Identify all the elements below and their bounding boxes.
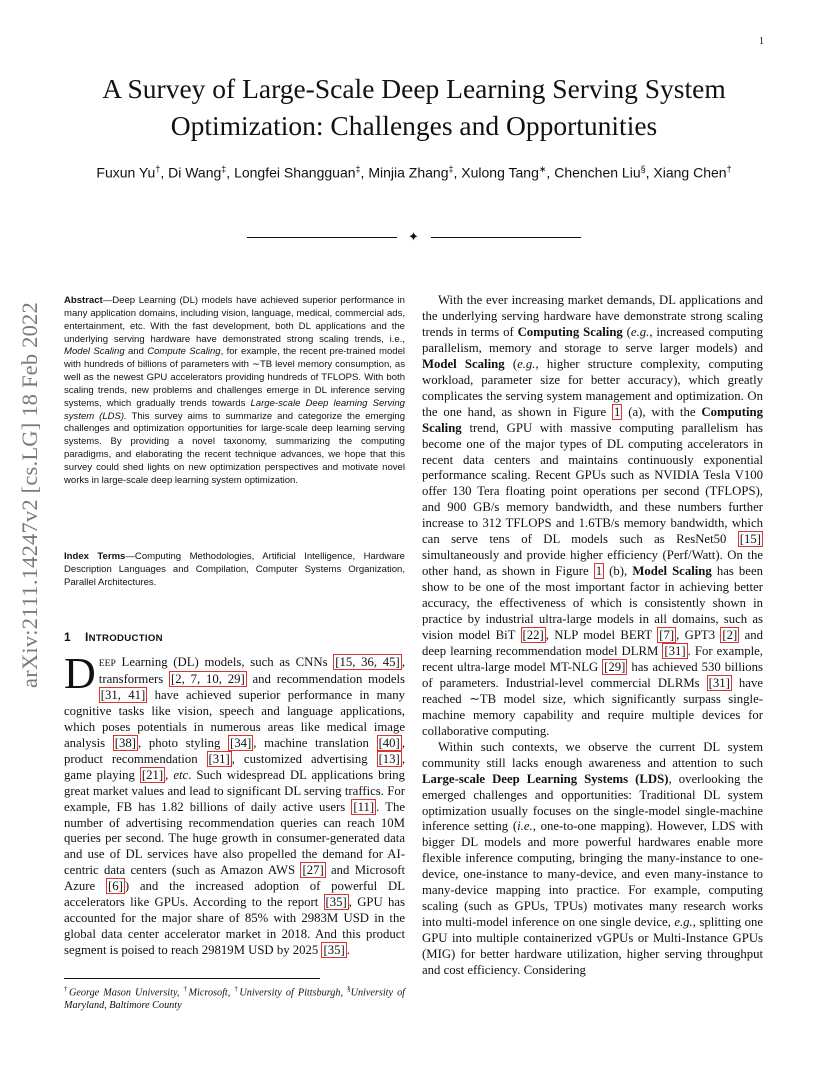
body-text: (a), with the [622,404,702,419]
body-text: and recommendation models [246,671,405,686]
author: Fuxun Yu [96,164,156,181]
affiliation-mark: ∗ [538,164,547,174]
citation-link[interactable]: [22] [522,628,544,643]
body-text: simultaneously and provide higher efficiency (Perf/Watt). On the other hand, as shown in Figure [422,548,763,579]
author: Longfei Shangguan [234,164,356,181]
body-text: has been show to be one of the most important factor in achieving better accuracy, the effectiveness of which is consistently shown in practice by industrial ultra-large models in all domains, such as vision model BiT [422,564,763,643]
arxiv-stamp [10,290,50,700]
affiliation-mark: ‡ [448,164,454,174]
index-terms [64,551,405,590]
page-number: 1 [759,36,764,47]
body-text: trend, GPU with massive computing parallelism has become one of the major types of DL computing accelerators in recent data centers and maintains continuously exponential performance scaling. Recent GPUs such as NVIDIA Tesla V100 offer 130 Tera floating point operations per second (TFLOPS), and 900 GB/s memory bandwidth, and these numbers further increase to 312 TFLOPS and 1.6TB/s memory bandwidth, which can serve tens of DL models such as ResNet50 [422,420,763,547]
body-text: (b), [604,564,633,579]
abstract-emphasis: Compute Scaling [147,346,221,358]
body-text: , photo styling [138,735,229,750]
author: Minjia Zhang [368,164,449,181]
index-terms-text: Computing Methodologies, Artificial Intelligence, Hardware Description Languages and Compilation, Computer Systems Organization, Parallel Architectures. [64,551,405,588]
body-text: . For example, recent ultra-large model MT-NLG [422,643,763,674]
abstract-text: and [124,346,148,358]
citation-link[interactable]: [15] [739,532,761,547]
citation-link[interactable]: [34] [230,735,252,750]
citation-link[interactable]: [11] [353,799,375,814]
citation-link[interactable]: [21] [141,767,164,782]
citation-link[interactable]: [35] [323,943,345,958]
body-text: Within such contexts, we observe the current DL system community still lacks enough awareness and attention to such [422,739,763,770]
body-text: and deep learning recommendation model DLRM [422,628,763,658]
body-text: have reached ∼TB model size, which significantly surpass single-machine memory capability and require multiple devices for collaborative computing. [422,675,763,738]
body-text: . The number of advertising recommendation queries can reach 10M queries per second. The huge growth in consumer-generated data and use of DL services have also propelled the demand for AI-centric data centers (such as Amazon AWS [64,799,406,878]
separator-rule-left [247,237,397,238]
author: Chenchen Liu [554,164,641,181]
body-text: , overlooking the emerged challenges and opportunities: Traditional DL system optimization usually focuses on the single-model single-machine inference setting ( [422,771,763,834]
footnote-mark: † [64,985,70,993]
body-emphasis: i.e. [517,819,533,834]
abstract-dash: — [102,295,113,306]
body-text: , customized advertising [231,751,377,766]
abstract-emphasis: Model Scaling [64,346,125,358]
body-text: , product recommendation [64,735,405,766]
footnote-rule [64,978,320,979]
body-text: , GPU has accounted for the major share of 85% with 2983M USD in the global data center accelerator market in 2018. And this product segment is poised to reach 29819M USD by 2025 [64,895,405,958]
body-bold: Model Scaling [422,356,505,371]
title-line-2: Optimization: Challenges and Opportunities [170,110,658,141]
title-separator [247,231,581,243]
footnote-mark: † [234,985,240,993]
abstract-text: Deep Learning (DL) models have achieved superior performance in many application domains, including vision, language, medical, commercial ads, entertainment, etc. With the fast development, both DL applications and the underlying serving hardware have demonstrated strong scaling trends, i.e., [64,295,405,345]
intro-left-column [64,649,406,959]
affiliation-footnote [64,983,405,1012]
affiliation-mark: ‡ [221,164,227,174]
author: Xulong Tang [461,164,539,181]
body-emphasis: e.g. [630,324,650,339]
footnote-mark: † [183,985,189,993]
citation-link[interactable]: [31] [664,643,686,658]
affiliation-mark: † [155,164,161,174]
intro-paragraph [422,740,763,979]
section-title-rest: NTRODUCTION [88,633,163,644]
index-terms-dash: — [125,551,135,562]
body-text: , [165,767,174,782]
body-text: , one-to-one mapping). However, LDS with bigger DL models and more powerful hardwares enable more flexible inference computing, bringing the many-instance to one-device, one-instance to many-device, and even many-instance to many-device mapping into practice. For example, computing scaling (such as GPUs, TPUs) motivates many research works into multi-model inference on one single device, [422,819,763,930]
author-list: Fuxun Yu†, Di Wang‡, Longfei Shangguan‡, Minjia Zhang‡, Xulong Tang∗, Chenchen Liu§, Xiang Chen† [96,164,732,181]
affiliation: University of Pittsburgh, [239,987,348,999]
body-text: ( [622,324,631,339]
figure-link[interactable]: 1 [595,564,603,579]
body-text: has achieved 530 billions of parameters. Industrial-level commercial DLRMs [422,659,763,690]
body-text: and Microsoft Azure [64,863,405,894]
body-text: , higher structure complexity, computing workload, parameter size for better accuracy), which greatly complicates the serving system management and optimization. On the one hand, as shown in Figure [422,356,763,419]
affiliation: George Mason University, [69,987,184,999]
abstract-text: This survey aims to summarize and categorize the emerging challenges and optimization opportunities for large-scale deep learning serving systems. By providing a novel taxonomy, summarizing the computing paradigms, and elaborating the recent technique advances, we hope that this survey could shed lights on new optimization perspectives and motivate novel works in large-scale deep learning system optimization. [64,410,405,486]
author: Xiang Chen [653,164,727,181]
abstract-emphasis: Large-scale Deep learning Serving system (LDS). [64,397,405,422]
citation-link[interactable]: [15, 36, 45] [335,655,400,669]
body-text: , GPT3 [676,628,721,643]
separator-rule-right [431,237,581,238]
small-caps-text: EEP [98,658,116,669]
affiliation-mark: § [640,164,646,174]
body-bold: Computing Scaling [517,324,623,339]
intro-paragraph [64,649,406,959]
index-terms-label: Index Terms [64,551,126,562]
body-text: . Such widespread DL applications bring great market values and lead to significant DL serving traffics. For example, FB has 1.82 billions of daily active users [64,767,406,814]
abstract-label: Abstract [64,295,103,306]
affiliation-mark: † [726,164,732,174]
body-text: , NLP model BERT [545,628,658,643]
author: Di Wang [168,164,222,181]
body-text: , splitting one GPU into multiple containerized vGPUs or Multi-Instance GPUs (MIG) for better hardware utilization, higher serving throughput and cost efficiency. Considering [422,915,763,978]
citation-link[interactable]: [6] [107,879,123,894]
body-emphasis: e.g. [674,915,693,930]
title-line-1: A Survey of Large-Scale Deep Learning Serving System [102,73,726,104]
citation-link[interactable]: [27] [302,863,324,878]
intro-right-column [422,293,763,979]
body-emphasis: etc [173,767,189,782]
citation-link[interactable]: [2, 7, 10, 29] [171,671,245,686]
body-text: ( [504,356,518,371]
body-text: , increased computing parallelism, memory and storage to serve larger models) and [422,324,763,355]
citation-link[interactable]: [31] [208,751,230,766]
paper-title [40,70,788,144]
citation-link[interactable]: [29] [604,659,626,674]
figure-link[interactable]: 1 [614,404,621,419]
footnote-mark: § [347,985,351,993]
abstract-text: , for example, the recent pre-trained model with hundreds of billions of parameters with ∼TB level memory consumption, as well as the newest GPU accelerators providing hundreds of TFLOPS. With both scaling trends, new problems and challenges emerge in DL inference serving systems, which gradually trends towards [64,346,406,409]
body-text: . [346,943,350,958]
citation-link[interactable]: [31] [708,675,730,690]
citation-link[interactable]: [38] [114,735,137,750]
citation-link[interactable]: [31, 41] [100,687,146,702]
body-text: With the ever increasing market demands, DL applications and the underlying serving hardware have demonstrate strong scaling trends in terms of [422,293,763,339]
citation-link[interactable]: [40] [378,735,400,750]
drop-cap: D [64,649,96,698]
citation-link[interactable]: [13] [378,751,400,766]
affiliation: University of Maryland, Baltimore County [64,987,406,1012]
section-heading [64,630,163,644]
body-text: , machine translation [253,735,377,750]
citation-link[interactable]: [7] [659,628,675,643]
affiliation-mark: ‡ [355,164,361,174]
arxiv-identifier: arXiv:2111.14247v2 [cs.LG] 18 Feb 2022 [17,302,42,688]
separator-star-icon: ✦ [408,229,419,244]
body-bold: Large-scale Deep Learning Systems (LDS) [422,771,669,786]
affiliation: Microsoft, [188,987,235,999]
intro-paragraph [422,293,763,740]
section-title-initial: I [84,630,89,644]
body-emphasis: e.g. [517,356,536,371]
section-number: 1 [64,630,71,644]
citation-link[interactable]: [2] [722,628,738,643]
body-bold: Computing Scaling [422,404,763,435]
body-bold: Model Scaling [632,564,712,579]
citation-link[interactable]: [35] [325,895,347,910]
abstract [64,295,405,488]
body-text: ) and the increased adoption of powerful DL accelerators like GPUs. According to the report [64,879,405,910]
body-text: have achieved superior performance in many cognitive tasks like vision, speech and language applications, which poses potentials in numerous areas like medical image analysis [64,687,405,750]
body-text: Learning (DL) models, such as CNNs [115,655,334,669]
body-text: , transformers [98,655,405,686]
body-text: , game playing [64,751,405,782]
